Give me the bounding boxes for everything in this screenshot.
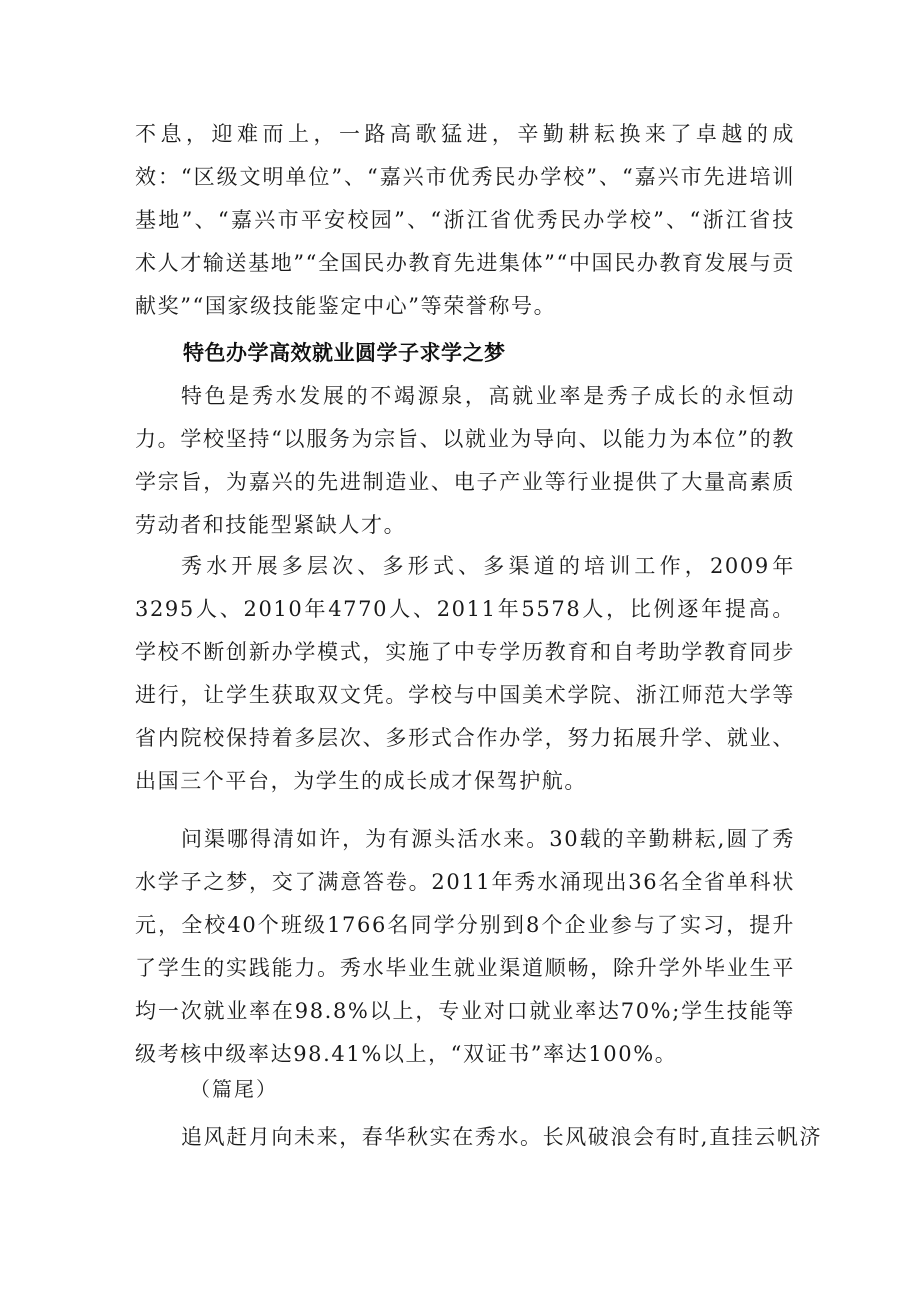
section-heading: 特色办学高效就业圆学子求学之梦 (183, 341, 506, 365)
paragraph-awards: 不息，迎难而上，一路高歌猛进，辛勤耕耘换来了卓越的成效：“区级文明单位”、“嘉兴市优秀民办学校”、“嘉兴市先进培训基地”、“嘉兴市平安校园”、“浙江省优秀民办学校”、“浙江省技术人才输送基地”“全国民办教育先进集体”“中国民办教育发展与贡献奖”“国家级技能鉴定中心”等荣誉称号。 (135, 122, 795, 318)
paragraph-training: 秀水开展多层次、多形式、多渠道的培训工作，2009年3295人、2010年4770人、2011年5578人，比例逐年提高。学校不断创新办学模式，实施了中专学历教育和自考助学教育同步进行，让学生获取双文凭。学校与中国美术学院、浙江师范大学等省内院校保持着多层次、多形式合作办学，努力拓展升学、就业、出国三个平台，为学生的成长成才保驾护航。 (135, 554, 795, 793)
paragraph-ending: 追风赶月向未来，春华秋实在秀水。长风破浪会有时,直挂云帆济 (181, 1125, 823, 1149)
paragraph-results: 问渠哪得清如许，为有源头活水来。30载的辛勤耕耘,圆了秀水学子之梦，交了满意答卷。2011年秀水涌现出36名全省单科状元，全校40个班级1766名同学分别到8个企业参与了实习，提升了学生的实践能力。秀水毕业生就业渠道顺畅，除升学外毕业生平均一次就业率在98.8%以上，专业对口就业率达70%;学生技能等级考核中级率达98.41%以上，“双证书”率达100%。 (135, 827, 795, 1066)
tail-label: （篇尾） (190, 1077, 278, 1101)
paragraph-feature: 特色是秀水发展的不竭源泉，高就业率是秀子成长的永恒动力。学校坚持“以服务为宗旨、以就业为导向、以能力为本位”的教学宗旨，为嘉兴的先进制造业、电子产业等行业提供了大量高素质劳动者和技能型紧缺人才。 (135, 384, 795, 537)
